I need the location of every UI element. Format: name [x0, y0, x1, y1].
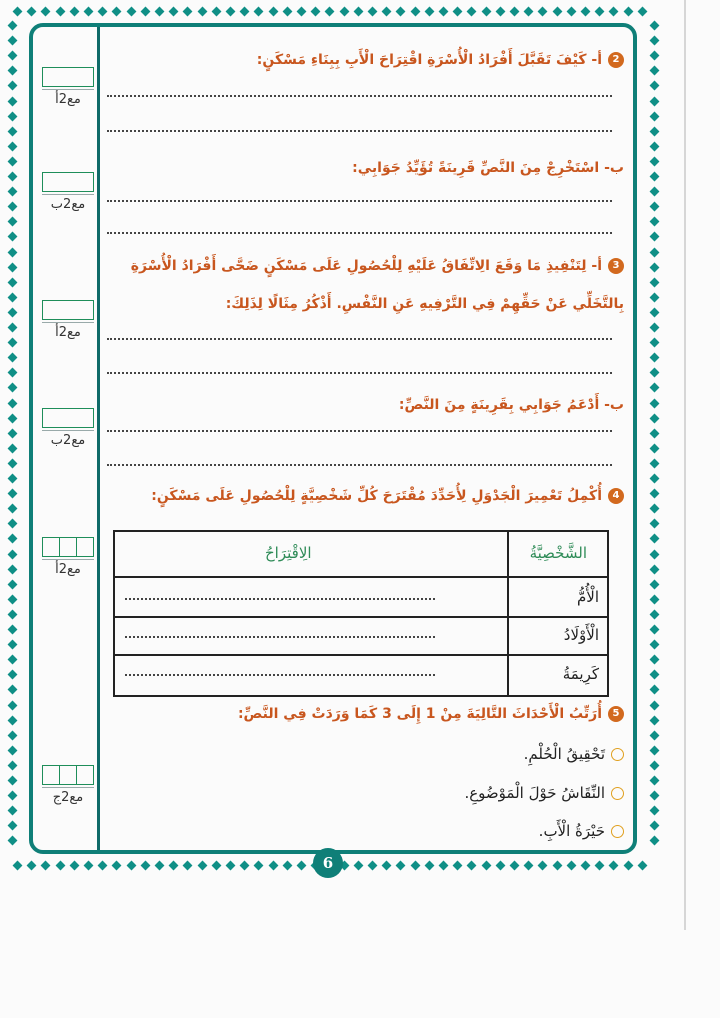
diamond-ornament: [650, 277, 660, 287]
diamond-ornament: [8, 383, 18, 393]
diamond-ornament: [650, 806, 660, 816]
diamond-ornament: [650, 66, 660, 76]
diamond-ornament: [169, 7, 179, 17]
proposal-table: [113, 530, 609, 697]
diamond-ornament: [650, 519, 660, 529]
question-4-text: أُكْمِلُ تَعْمِيرَ الْجَدْوَلِ لِأُحَدِّدَ مُقْتَرَحَ كُلِّ شَخْصِيَّةٍ لِلْحُصُولِ عَلَى مَسْكَنٍ:: [151, 488, 602, 504]
answer-line[interactable]: [107, 95, 612, 97]
score-box-q5[interactable]: [42, 765, 94, 805]
score-label: مع2أ: [55, 325, 81, 340]
diamond-ornament: [650, 187, 660, 197]
diamond-ornament: [155, 861, 165, 871]
page-edge: [684, 0, 686, 930]
diamond-ornament: [8, 715, 18, 725]
diamond-ornament: [8, 730, 18, 740]
table-row-person: الْأَوْلَادُ: [563, 626, 599, 644]
diamond-ornament: [566, 861, 576, 871]
diamond-ornament: [268, 861, 278, 871]
diamond-ornament: [650, 383, 660, 393]
diamond-ornament: [552, 861, 562, 871]
diamond-ornament: [8, 640, 18, 650]
order-circle[interactable]: [611, 825, 624, 838]
diamond-ornament: [8, 187, 18, 197]
question-3a-cont: [226, 296, 624, 312]
order-option[interactable]: [464, 784, 624, 802]
table-answer-line[interactable]: [125, 598, 435, 600]
diamond-ornament: [650, 428, 660, 438]
diamond-ornament: [8, 81, 18, 91]
score-box-q4[interactable]: [42, 537, 94, 577]
diamond-ornament: [650, 625, 660, 635]
diamond-ornament: [226, 861, 236, 871]
diamond-ornament: [524, 861, 534, 871]
diamond-ornament: [650, 489, 660, 499]
table-header-proposal: الِاقْتِرَاحُ: [265, 544, 312, 562]
question-number-badge: 3: [608, 258, 624, 274]
diamond-ornament: [8, 836, 18, 846]
diamond-ornament: [8, 534, 18, 544]
diamond-ornament: [8, 821, 18, 831]
table-column-divider: [507, 532, 509, 695]
question-2a: [257, 52, 624, 68]
diamond-ornament: [8, 670, 18, 680]
diamond-ornament: [510, 7, 520, 17]
diamond-ornament: [8, 323, 18, 333]
diamond-ornament: [650, 685, 660, 695]
diamond-ornament: [650, 217, 660, 227]
diamond-ornament: [8, 307, 18, 317]
diamond-ornament: [424, 7, 434, 17]
diamond-ornament: [650, 81, 660, 91]
diamond-ornament: [552, 7, 562, 17]
diamond-ornament: [623, 7, 633, 17]
diamond-ornament: [650, 564, 660, 574]
diamond-ornament: [650, 172, 660, 182]
table-row-person: كَرِيمَةُ: [562, 665, 599, 683]
diamond-ornament: [297, 7, 307, 17]
diamond-ornament: [650, 715, 660, 725]
table-header-person: الشَّخْصِيَّةُ: [529, 544, 587, 562]
diamond-ornament: [650, 292, 660, 302]
diamond-ornament: [650, 760, 660, 770]
diamond-ornament: [424, 861, 434, 871]
diamond-ornament: [650, 323, 660, 333]
diamond-ornament: [69, 861, 79, 871]
diamond-ornament: [650, 111, 660, 121]
diamond-ornament: [126, 861, 136, 871]
diamond-ornament: [8, 126, 18, 136]
diamond-ornament: [467, 7, 477, 17]
page-number-badge: 6: [313, 848, 343, 878]
answer-line[interactable]: [107, 338, 612, 340]
diamond-ornament: [453, 7, 463, 17]
order-circle[interactable]: [611, 787, 624, 800]
diamond-ornament: [524, 7, 534, 17]
order-circle[interactable]: [611, 748, 624, 761]
diamond-ornament: [55, 861, 65, 871]
diamond-ornament: [8, 398, 18, 408]
diamond-ornament: [8, 474, 18, 484]
diamond-ornament: [481, 861, 491, 871]
diamond-ornament: [8, 247, 18, 257]
content-frame: [29, 23, 637, 854]
score-column-divider: [97, 27, 100, 850]
answer-line[interactable]: [107, 430, 612, 432]
diamond-ornament: [382, 861, 392, 871]
diamond-ornament: [609, 7, 619, 17]
diamond-ornament: [650, 836, 660, 846]
diamond-ornament: [396, 7, 406, 17]
diamond-ornament: [538, 7, 548, 17]
diamond-ornament: [566, 7, 576, 17]
diamond-ornament: [55, 7, 65, 17]
diamond-ornament: [211, 7, 221, 17]
diamond-ornament: [368, 7, 378, 17]
diamond-ornament: [453, 861, 463, 871]
diamond-ornament: [339, 7, 349, 17]
question-3b: [399, 397, 624, 413]
diamond-ornament: [211, 861, 221, 871]
score-label: مع2ب: [50, 433, 86, 448]
diamond-ornament: [8, 202, 18, 212]
table-row-person: الْأُمُّ: [576, 588, 599, 606]
diamond-ornament: [382, 7, 392, 17]
diamond-ornament: [254, 7, 264, 17]
diamond-ornament: [240, 861, 250, 871]
diamond-ornament: [254, 861, 264, 871]
diamond-ornament: [8, 806, 18, 816]
diamond-ornament: [8, 760, 18, 770]
diamond-ornament: [8, 141, 18, 151]
diamond-ornament: [8, 549, 18, 559]
question-number-badge: 2: [608, 52, 624, 68]
diamond-ornament: [8, 66, 18, 76]
diamond-ornament: [140, 861, 150, 871]
answer-line[interactable]: [107, 200, 612, 202]
diamond-ornament: [595, 7, 605, 17]
question-3b-text: ب- أَدْعَمُ جَوَابِي بِقَرِينَةٍ مِنَ النَّصِّ:: [398, 397, 624, 413]
table-row-divider: [115, 654, 607, 656]
diamond-ornament: [8, 745, 18, 755]
diamond-ornament: [8, 594, 18, 604]
diamond-ornament: [8, 776, 18, 786]
diamond-ornament: [650, 368, 660, 378]
diamond-ornament: [650, 443, 660, 453]
diamond-ornament: [368, 861, 378, 871]
diamond-ornament: [650, 156, 660, 166]
diamond-ornament: [650, 670, 660, 680]
diamond-ornament: [650, 474, 660, 484]
diamond-ornament: [510, 861, 520, 871]
diamond-ornament: [27, 861, 37, 871]
question-number-badge: 5: [608, 706, 624, 722]
diamond-ornament: [98, 7, 108, 17]
diamond-ornament: [8, 172, 18, 182]
diamond-ornament: [140, 7, 150, 17]
diamond-ornament: [155, 7, 165, 17]
question-3a: [131, 258, 624, 274]
table-answer-line[interactable]: [125, 674, 435, 676]
question-2b-text: ب- اسْتَخْرِجْ مِنَ النَّصِّ قَرِينَةً تُؤَيِّدُ جَوَابِي:: [352, 160, 624, 176]
question-2a-text: أ- كَيْفَ تَقَبَّلَ أَفْرَادُ الْأُسْرَةِ اقْتِرَاحَ الْأَبِ بِبِنَاءِ مَسْكَنٍ:: [256, 52, 602, 68]
question-3a-line1: أ- لِتَنْفِيذِ مَا وَقَعَ الِاتِّفَاقُ عَلَيْهِ لِلْحُصُولِ عَلَى مَسْكَنٍ ضَحَّى أَفْرَادُ الْأُسْرَةِ: [130, 258, 602, 274]
diamond-ornament: [27, 7, 37, 17]
diamond-ornament: [183, 861, 193, 871]
diamond-ornament: [650, 247, 660, 257]
diamond-ornament: [197, 861, 207, 871]
diamond-ornament: [650, 821, 660, 831]
diamond-ornament: [650, 126, 660, 136]
score-box-q3b[interactable]: [42, 408, 94, 448]
diamond-ornament: [650, 458, 660, 468]
diamond-ornament: [481, 7, 491, 17]
diamond-ornament: [650, 504, 660, 514]
diamond-ornament: [325, 7, 335, 17]
diamond-ornament: [240, 7, 250, 17]
diamond-ornament: [595, 861, 605, 871]
answer-line[interactable]: [107, 130, 612, 132]
diamond-ornament: [8, 96, 18, 106]
order-option[interactable]: [539, 822, 624, 840]
diamond-ornament: [8, 579, 18, 589]
diamond-ornament: [126, 7, 136, 17]
diamond-ornament: [8, 413, 18, 423]
table-row-divider: [115, 616, 607, 618]
order-option-text: تَحْقِيقُ الْحُلْمِ.: [523, 745, 605, 763]
diamond-ornament: [650, 594, 660, 604]
diamond-ornament: [650, 232, 660, 242]
diamond-ornament: [650, 141, 660, 151]
diamond-ornament: [8, 368, 18, 378]
diamond-ornament: [84, 7, 94, 17]
diamond-ornament: [112, 861, 122, 871]
diamond-ornament: [8, 36, 18, 46]
diamond-ornament: [650, 338, 660, 348]
diamond-ornament: [650, 655, 660, 665]
diamond-ornament: [650, 398, 660, 408]
score-label: مع2ب: [50, 197, 86, 212]
diamond-ornament: [84, 861, 94, 871]
diamond-ornament: [8, 609, 18, 619]
diamond-ornament: [637, 861, 647, 871]
diamond-ornament: [650, 700, 660, 710]
diamond-ornament: [353, 861, 363, 871]
diamond-ornament: [538, 861, 548, 871]
diamond-ornament: [282, 7, 292, 17]
diamond-ornament: [8, 564, 18, 574]
diamond-ornament: [650, 549, 660, 559]
diamond-ornament: [581, 7, 591, 17]
diamond-ornament: [8, 700, 18, 710]
score-label: مع2أ: [55, 562, 81, 577]
diamond-ornament: [353, 7, 363, 17]
question-4: [151, 488, 624, 504]
question-2b: [352, 160, 624, 176]
diamond-ornament: [396, 861, 406, 871]
diamond-ornament: [197, 7, 207, 17]
diamond-ornament: [650, 776, 660, 786]
diamond-ornament: [650, 21, 660, 31]
diamond-ornament: [8, 428, 18, 438]
diamond-ornament: [650, 609, 660, 619]
diamond-ornament: [8, 277, 18, 287]
diamond-ornament: [467, 861, 477, 871]
score-box-q3a[interactable]: [42, 300, 94, 340]
diamond-ornament: [8, 458, 18, 468]
diamond-ornament: [650, 791, 660, 801]
diamond-ornament: [8, 156, 18, 166]
diamond-ornament: [41, 861, 51, 871]
diamond-ornament: [650, 36, 660, 46]
order-option[interactable]: [524, 745, 624, 763]
diamond-ornament: [112, 7, 122, 17]
diamond-ornament: [623, 861, 633, 871]
diamond-ornament: [637, 7, 647, 17]
diamond-ornament: [650, 51, 660, 61]
score-box-q2a[interactable]: [42, 67, 94, 107]
question-5-text: أُرَتِّبُ الْأَحْدَاثَ التَّالِيَةَ مِنْ 1 إِلَى 3 كَمَا وَرَدَتْ فِي النَّصِّ:: [237, 706, 602, 722]
answer-line[interactable]: [107, 372, 612, 374]
diamond-ornament: [8, 232, 18, 242]
diamond-ornament: [8, 338, 18, 348]
diamond-ornament: [8, 292, 18, 302]
diamond-ornament: [8, 655, 18, 665]
diamond-ornament: [8, 685, 18, 695]
diamond-ornament: [650, 579, 660, 589]
diamond-ornament: [650, 534, 660, 544]
order-option-text: النِّقَاشُ حَوْلَ الْمَوْضُوعِ.: [464, 784, 605, 802]
score-label: مع2أ: [55, 92, 81, 107]
diamond-ornament: [226, 7, 236, 17]
diamond-ornament: [8, 111, 18, 121]
diamond-ornament: [650, 730, 660, 740]
diamond-ornament: [410, 861, 420, 871]
question-3a-line2: بِالتَّخَلِّي عَنْ حَقِّهِمْ فِي التَّرْفِيهِ عَنِ النَّفْسِ. أَذْكُرُ مِثَالًا لِذَلِكَ:: [225, 296, 624, 312]
diamond-ornament: [282, 861, 292, 871]
diamond-ornament: [581, 861, 591, 871]
diamond-ornament: [183, 7, 193, 17]
diamond-ornament: [169, 861, 179, 871]
diamond-ornament: [609, 861, 619, 871]
diamond-ornament: [98, 861, 108, 871]
diamond-ornament: [8, 625, 18, 635]
diamond-ornament: [69, 7, 79, 17]
diamond-ornament: [439, 7, 449, 17]
diamond-ornament: [439, 861, 449, 871]
diamond-ornament: [8, 504, 18, 514]
diamond-ornament: [8, 353, 18, 363]
answer-line[interactable]: [107, 464, 612, 466]
diamond-ornament: [650, 262, 660, 272]
diamond-ornament: [268, 7, 278, 17]
order-option-text: حَيْرَةُ الْأَبِ.: [538, 822, 605, 840]
diamond-ornament: [650, 307, 660, 317]
diamond-ornament: [650, 745, 660, 755]
diamond-ornament: [13, 7, 23, 17]
diamond-ornament: [650, 96, 660, 106]
diamond-ornament: [297, 861, 307, 871]
diamond-ornament: [8, 21, 18, 31]
answer-line[interactable]: [107, 232, 612, 234]
diamond-ornament: [410, 7, 420, 17]
diamond-ornament: [13, 861, 23, 871]
diamond-ornament: [495, 7, 505, 17]
diamond-ornament: [495, 861, 505, 871]
diamond-ornament: [8, 519, 18, 529]
score-box-q2b[interactable]: [42, 172, 94, 212]
diamond-ornament: [650, 413, 660, 423]
diamond-ornament: [8, 791, 18, 801]
diamond-ornament: [8, 217, 18, 227]
table-answer-line[interactable]: [125, 636, 435, 638]
diamond-ornament: [650, 353, 660, 363]
diamond-ornament: [650, 640, 660, 650]
diamond-ornament: [8, 51, 18, 61]
diamond-ornament: [8, 443, 18, 453]
diamond-ornament: [8, 489, 18, 499]
diamond-ornament: [8, 262, 18, 272]
question-5: [238, 706, 624, 722]
diamond-ornament: [41, 7, 51, 17]
score-label: مع2ج: [52, 790, 84, 805]
diamond-ornament: [650, 202, 660, 212]
diamond-ornament: [311, 7, 321, 17]
table-row-divider: [115, 576, 607, 578]
question-number-badge: 4: [608, 488, 624, 504]
